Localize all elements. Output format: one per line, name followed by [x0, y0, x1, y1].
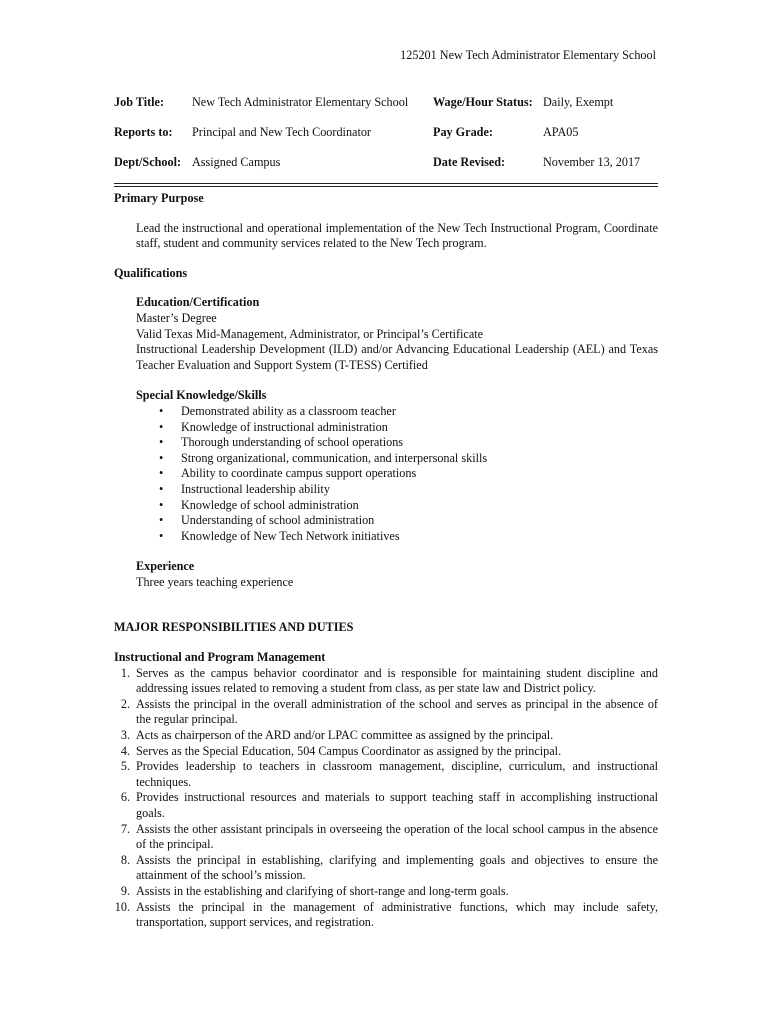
bullet-icon: • [159, 481, 164, 496]
bullet-icon: • [159, 497, 164, 512]
duty-text: Assists the principal in establishing, clarifying and implementing goals and objectives to ensure the attainment of the school’s mission. [136, 852, 658, 883]
date-revised-label: Date Revised: [433, 155, 506, 169]
list-item [114, 853, 658, 884]
skills-list [136, 404, 658, 544]
list-item [136, 420, 658, 436]
wage-status-label: Wage/Hour Status: [433, 95, 533, 109]
list-item [136, 466, 658, 482]
item-number: 4. [120, 743, 130, 758]
bullet-icon: • [159, 528, 164, 543]
item-number: 2. [120, 696, 130, 711]
skills-heading: Special Knowledge/Skills [136, 388, 267, 403]
duty-text: Provides instructional resources and materials to support teaching staff in accomplishing instructional goals. [136, 790, 658, 820]
duty-text: Assists the principal in the management of administrative functions, which may include safety, transportation, support services, and registration. [136, 899, 658, 930]
item-number: 8. [120, 852, 130, 867]
duties-list [114, 666, 658, 931]
reports-to-value: Principal and New Tech Coordinator [192, 125, 371, 139]
skill-text: Knowledge of New Tech Network initiatives [181, 528, 400, 543]
duty-text: Acts as chairperson of the ARD and/or LPAC committee as assigned by the principal. [136, 728, 554, 743]
duties-heading: MAJOR RESPONSIBILITIES AND DUTIES [114, 620, 354, 635]
experience-section [136, 559, 658, 590]
meta-row-reports-to [114, 124, 658, 154]
skill-text: Knowledge of instructional administration [181, 419, 388, 434]
primary-purpose-heading: Primary Purpose [114, 191, 204, 205]
list-item [114, 900, 658, 931]
skills-section [136, 388, 658, 404]
duty-text: Provides leadership to teachers in classroom management, discipline, curriculum, and instructional techniques. [136, 759, 658, 789]
meta-row-dept [114, 154, 658, 184]
skill-text: Demonstrated ability as a classroom teacher [181, 403, 396, 418]
bullet-icon: • [159, 403, 164, 418]
skill-text: Instructional leadership ability [181, 481, 330, 496]
job-meta-table [114, 94, 658, 184]
list-item [114, 697, 658, 728]
skill-text: Knowledge of school administration [181, 497, 359, 512]
education-heading: Education/Certification [136, 295, 260, 310]
double-rule-bottom [114, 186, 658, 187]
skill-text: Ability to coordinate campus support operations [181, 466, 417, 481]
duty-text: Assists in the establishing and clarifying of short-range and long-term goals. [136, 883, 509, 898]
item-number: 3. [120, 728, 130, 743]
instructional-subheading: Instructional and Program Management [114, 650, 326, 665]
list-item [136, 435, 658, 451]
duty-text: Serves as the campus behavior coordinator and is responsible for maintaining student discipline and addressing issues related to removing a student from class, as per state law and District policy. [136, 665, 658, 696]
primary-purpose-text: Lead the instructional and operational implementation of the New Tech Instructional Program, Coordinate staff, student and community services related to the New Tech program. [136, 220, 658, 251]
dept-school-value: Assigned Campus [192, 155, 281, 169]
list-item [136, 404, 658, 420]
document-code-header: 125201 New Tech Administrator Elementary School [400, 48, 656, 62]
skill-text: Strong organizational, communication, and interpersonal skills [181, 450, 488, 465]
item-number: 5. [120, 759, 130, 774]
bullet-icon: • [159, 435, 164, 450]
wage-status-value: Daily, Exempt [543, 95, 614, 109]
document-body [114, 189, 658, 931]
duty-text: Assists the other assistant principals in overseeing the operation of the local school campus in the absence of the principal. [136, 821, 658, 852]
list-item [136, 529, 658, 545]
meta-row-job-title [114, 94, 658, 124]
list-item [114, 744, 658, 760]
experience-heading: Experience [136, 559, 195, 574]
list-item [114, 759, 658, 790]
education-line: Instructional Leadership Development (ILD) and/or Advancing Educational Leadership (AEL) and Texas Teacher Evaluation and Support System (T-TESS) Certified [136, 342, 658, 372]
list-item [136, 482, 658, 498]
job-title-value: New Tech Administrator Elementary School [192, 95, 409, 109]
item-number: 9. [120, 883, 130, 898]
list-item [114, 666, 658, 697]
list-item [136, 451, 658, 467]
list-item [114, 728, 658, 744]
pay-grade-value: APA05 [543, 125, 579, 139]
duty-text: Assists the principal in the overall administration of the school and serves as principal in the absence of the regular principal. [136, 696, 658, 727]
duty-text: Serves as the Special Education, 504 Campus Coordinator as assigned by the principal. [136, 743, 562, 758]
item-number: 7. [120, 821, 130, 836]
list-item [136, 513, 658, 529]
date-revised-value: November 13, 2017 [543, 155, 641, 169]
reports-to-label: Reports to: [114, 125, 173, 139]
bullet-icon: • [159, 466, 164, 481]
bullet-icon: • [159, 450, 164, 465]
item-number: 6. [120, 790, 130, 805]
list-item [114, 884, 658, 900]
bullet-icon: • [159, 419, 164, 434]
education-line: Master’s Degree [136, 310, 217, 325]
qualifications-heading: Qualifications [114, 265, 188, 280]
dept-school-label: Dept/School: [114, 155, 182, 169]
pay-grade-label: Pay Grade: [433, 125, 493, 139]
skill-text: Thorough understanding of school operations [181, 435, 404, 450]
item-number: 10. [114, 899, 130, 914]
education-section [136, 295, 658, 373]
skill-text: Understanding of school administration [181, 513, 375, 528]
list-item [114, 822, 658, 853]
job-title-label: Job Title: [114, 95, 164, 109]
list-item [136, 498, 658, 514]
item-number: 1. [120, 665, 130, 680]
experience-text: Three years teaching experience [136, 574, 294, 589]
bullet-icon: • [159, 513, 164, 528]
double-rule-top [114, 183, 658, 184]
education-line: Valid Texas Mid-Management, Administrator, or Principal’s Certificate [136, 326, 484, 341]
list-item [114, 790, 658, 821]
